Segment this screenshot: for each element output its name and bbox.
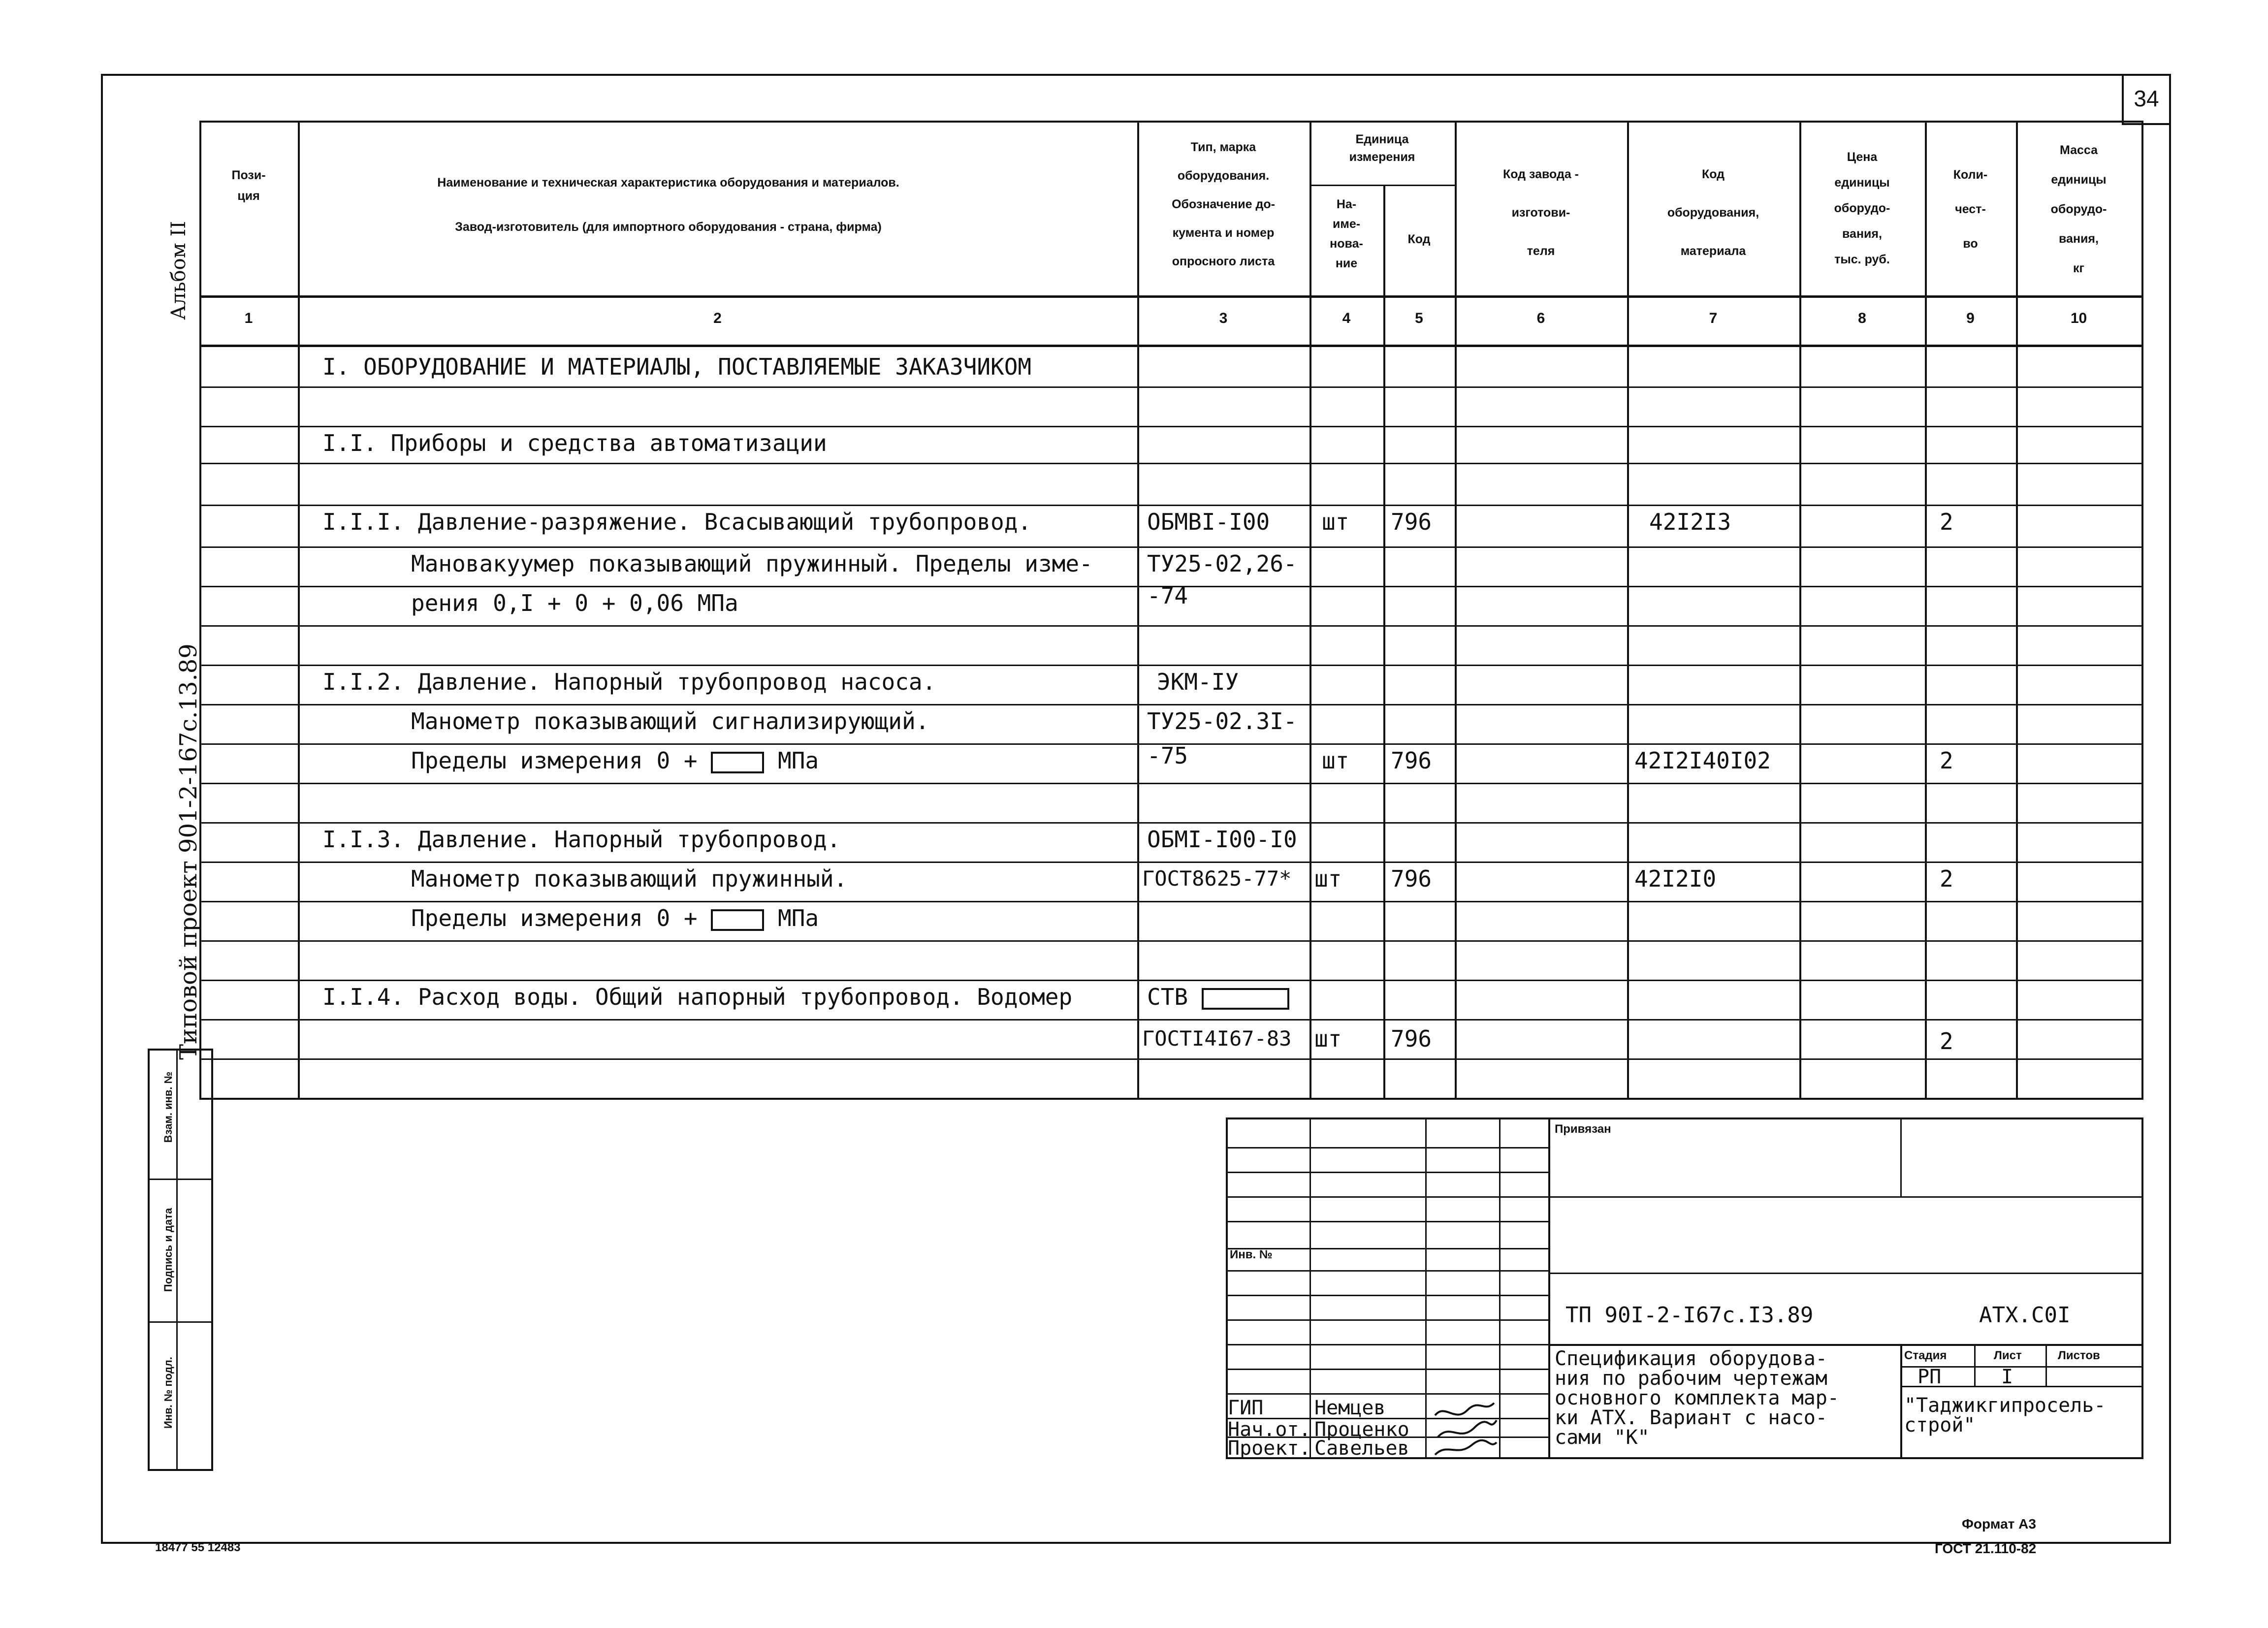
header-mass: Масса единицы оборудо- вания, кг (2050, 143, 2107, 275)
row-line (199, 625, 2141, 627)
sheet-value: I (2001, 1366, 2013, 1388)
signatures (1430, 1393, 1499, 1457)
item-text: I.I.4. Расход воды. Общий напорный трубопровод. Водомер (322, 984, 1073, 1010)
tb-row (1226, 1369, 1548, 1370)
stage-value: РП (1917, 1366, 1942, 1388)
tb-row (1226, 1172, 1548, 1173)
item-unit: шт (1322, 747, 1349, 774)
row-line (199, 505, 2141, 506)
side-stamp (148, 1049, 213, 1471)
row-line (199, 940, 2141, 942)
stamp-label: Подпись и дата (162, 1208, 174, 1292)
row-line (199, 704, 2141, 705)
section-title: I. ОБОРУДОВАНИЕ И МАТЕРИАЛЫ, ПОСТАВЛЯЕМЫЕ ЗАКАЗЧИКОМ (322, 353, 1032, 380)
header-price: Цена единицы оборудо- вания, тыс. руб. (1834, 150, 1890, 266)
tb-col (1900, 1344, 1902, 1457)
specification-table (199, 121, 2141, 1098)
item-unit: шт (1314, 865, 1342, 892)
tb-row (1226, 1147, 1548, 1149)
row-line (199, 386, 2141, 388)
header-line (199, 295, 2141, 298)
tb-col (1499, 1117, 1501, 1457)
tb-col (1974, 1344, 1976, 1386)
colnum-line (199, 345, 2141, 347)
sheet-number: 34 (2122, 74, 2169, 125)
role-label: Проект. (1228, 1437, 1311, 1460)
type-label: СТВ (1147, 984, 1188, 1010)
item-material-code: 42I2I0 (1634, 865, 1717, 892)
item-unit: шт (1314, 1025, 1342, 1052)
row-line (199, 463, 2141, 464)
tb-col (1425, 1117, 1427, 1457)
tb-row (1548, 1273, 2141, 1274)
item-text: рения 0,I + 0 + 0,06 МПа (411, 590, 738, 616)
item-type: -74 (1147, 582, 1188, 609)
tb-row (1226, 1196, 1548, 1198)
person-name: Проценко (1314, 1418, 1409, 1441)
organization: "Таджикгипросель- строй" (1904, 1394, 2106, 1436)
item-type (1147, 982, 1289, 1012)
row-line (199, 862, 2141, 863)
item-type: -75 (1147, 742, 1188, 769)
row-line (199, 783, 2141, 784)
header-type: Тип, марка оборудования. Обозначение до- кумента и номер опросного листа (1172, 140, 1275, 268)
tb-row (1226, 1319, 1548, 1321)
column-number: 10 (2070, 310, 2087, 326)
range-label: Пределы измерения 0 + (411, 905, 698, 931)
item-type: ТУ25-02,26- (1147, 550, 1297, 577)
format-label: Формат А3 (1962, 1516, 2036, 1532)
blank-box (711, 752, 764, 773)
column-number: 7 (1709, 310, 1718, 326)
header-equipment-code: Код оборудования, материала (1667, 167, 1759, 258)
header-name-line2: Завод-изготовитель (для импортного оборудования - страна, фирма) (455, 220, 882, 234)
range-label: Пределы измерения 0 + (411, 747, 698, 774)
stamp-label: Взам. инв. № (162, 1071, 174, 1143)
tb-row (1226, 1295, 1548, 1296)
designation: ТП 90I-2-I67с.I3.89 (1565, 1303, 1814, 1328)
range-unit: МПа (778, 747, 819, 774)
item-text: I.I.I. Давление-разряжение. Всасывающий трубопровод. (322, 509, 1032, 535)
tb-row (1548, 1196, 2141, 1198)
stamp-cell (150, 1179, 211, 1323)
tb-row (1226, 1270, 1548, 1272)
range-unit: МПа (778, 905, 819, 931)
item-unit-code: 796 (1391, 509, 1432, 535)
column-number: 8 (1858, 310, 1866, 326)
inv-label: Инв. № (1230, 1248, 1273, 1261)
row-line (199, 426, 2141, 427)
item-text (411, 746, 819, 775)
album-label: Альбом II (167, 221, 190, 320)
print-code: 18477 55 12483 (155, 1541, 241, 1554)
item-quantity: 2 (1940, 1028, 1953, 1054)
mark: АТХ.С0I (1979, 1303, 2071, 1328)
tb-col (2045, 1344, 2047, 1386)
header-unit-name: На- име- нова- ние (1330, 197, 1363, 270)
item-type: ОБМВI-I00 (1147, 509, 1270, 535)
tb-row (1226, 1248, 1548, 1249)
header-unit-group: Единица измерения (1349, 132, 1415, 164)
item-material-code: 42I2I40I02 (1634, 747, 1771, 774)
tb-col (1310, 1117, 1311, 1457)
item-type: ОБМI-I00-I0 (1147, 826, 1297, 853)
item-unit-code: 796 (1391, 1025, 1432, 1052)
header-position: Пози- ция (231, 168, 266, 203)
title-block (1226, 1117, 2141, 1460)
header-quantity: Коли- чест- во (1953, 168, 1988, 251)
gost-label: ГОСТ 21.110-82 (1935, 1541, 2037, 1556)
row-line (199, 546, 2141, 548)
item-text (411, 903, 819, 933)
stamp-label: Инв. № подл. (162, 1357, 174, 1429)
blank-box (1202, 988, 1289, 1010)
sheet-label: Лист (1994, 1349, 2022, 1362)
role-label: Нач.от. (1228, 1418, 1311, 1441)
stamp-divider (176, 1051, 178, 1469)
item-text: Мановакуумер показывающий пружинный. Пределы изме- (411, 550, 1093, 577)
item-text: I.I.3. Давление. Напорный трубопровод. (322, 826, 841, 853)
row-line (199, 822, 2141, 824)
item-quantity: 2 (1940, 509, 1953, 535)
person-name: Савельев (1314, 1437, 1409, 1460)
column-number: 6 (1536, 310, 1545, 326)
item-unit: шт (1322, 509, 1349, 535)
tb-col (1900, 1117, 1902, 1196)
item-quantity: 2 (1940, 865, 1953, 892)
tb-col (1548, 1117, 1550, 1457)
item-material-code: 42I2I3 (1649, 509, 1731, 535)
subsection-title: I.I. Приборы и средства автоматизации (322, 430, 827, 456)
row-line (199, 901, 2141, 902)
column-number: 4 (1342, 310, 1351, 326)
item-text: I.I.2. Давление. Напорный трубопровод насоса. (322, 669, 936, 695)
tb-row (1226, 1393, 1548, 1395)
item-unit-code: 796 (1391, 865, 1432, 892)
tb-row (1226, 1221, 1548, 1222)
row-line (1310, 185, 1455, 186)
header-unit-code: Код (1407, 232, 1431, 246)
item-unit-code: 796 (1391, 747, 1432, 774)
item-type: ГОСТI4I67-83 (1142, 1026, 1292, 1051)
blank-box (711, 909, 764, 931)
role-label: ГИП (1228, 1397, 1264, 1419)
row-line (199, 1019, 2141, 1021)
column-number: 5 (1415, 310, 1423, 326)
item-text: Манометр показывающий пружинный. (411, 865, 848, 892)
document-title: Спецификация оборудова- ния по рабочим чертежам основного комплекта мар- ки АТХ. Вариант с насо- сами "К" (1555, 1347, 1839, 1449)
column-number: 1 (244, 310, 253, 326)
item-type: ГОСТ8625-77* (1142, 866, 1292, 891)
privyazan-label: Привязан (1555, 1122, 1611, 1136)
col-line (1925, 121, 1927, 1098)
project-label: Типовой проект 901-2-167с.13.89 (175, 643, 202, 1060)
tb-row (1226, 1344, 1548, 1345)
row-line (199, 980, 2141, 981)
row-line (199, 665, 2141, 666)
column-number: 3 (1219, 310, 1228, 326)
header-name-line1: Наименование и техническая характеристика оборудования и материалов. (437, 176, 899, 190)
sheets-label: Листов (2058, 1349, 2100, 1362)
item-quantity: 2 (1940, 747, 1953, 774)
person-name: Немцев (1314, 1397, 1386, 1419)
tb-row (1548, 1344, 2141, 1346)
header-factory-code: Код завода - изготови- теля (1502, 167, 1579, 258)
row-line (199, 1058, 2141, 1060)
col-line (298, 121, 300, 1098)
column-number: 2 (713, 310, 722, 326)
stage-label: Стадия (1904, 1349, 1947, 1362)
item-text: Манометр показывающий сигнализирующий. (411, 708, 929, 734)
column-number: 9 (1966, 310, 1975, 326)
item-type: ТУ25-02.3I- (1147, 708, 1297, 734)
item-type: ЭКМ-IУ (1157, 669, 1239, 695)
